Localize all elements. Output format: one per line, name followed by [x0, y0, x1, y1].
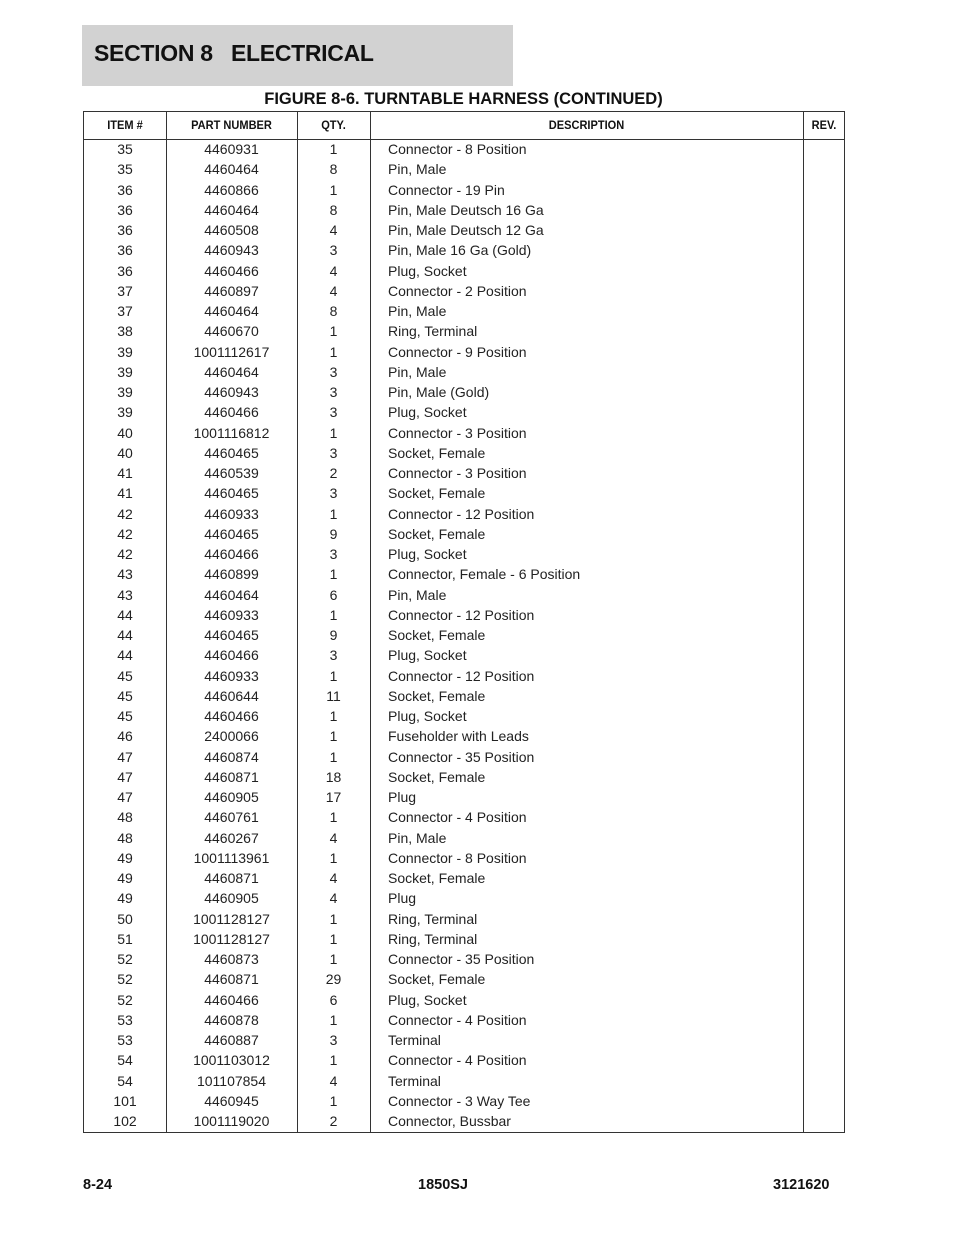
cell-part-number: 4460466: [204, 546, 259, 562]
cell-description: Plug, Socket: [388, 546, 467, 562]
table-row: [84, 970, 844, 990]
cell-description: Connector - 12 Position: [388, 667, 535, 684]
cell-item: 49: [117, 870, 133, 886]
cell-description: Pin, Male: [388, 829, 447, 846]
cell-qty: 1: [329, 141, 338, 157]
cell-qty: 1: [329, 849, 338, 866]
cell-part-number: 4460670: [204, 323, 259, 340]
cell-qty: 3: [329, 363, 338, 380]
table-body: [84, 140, 844, 1132]
cell-item: 36: [117, 181, 133, 198]
section-title: SECTION 8 ELECTRICAL: [94, 40, 374, 66]
cell-description: Socket, Female: [388, 768, 486, 785]
cell-item: 45: [117, 708, 133, 724]
cell-item: 50: [117, 910, 133, 927]
cell-item: 39: [117, 363, 133, 380]
cell-description: Socket, Female: [388, 485, 486, 502]
cell-part-number: 2400066: [204, 728, 259, 745]
cell-item: 102: [113, 1113, 137, 1129]
table-row: [84, 606, 844, 626]
table-row: [84, 687, 844, 707]
cell-part-number: 4460931: [204, 141, 259, 157]
table-row: [84, 829, 844, 849]
cell-part-number: 4460905: [204, 789, 259, 805]
cell-item: 54: [117, 1052, 133, 1069]
cell-item: 46: [117, 728, 133, 745]
cell-item: 39: [117, 343, 133, 360]
cell-description: Connector - 4 Position: [388, 809, 527, 826]
cell-part-number: 1001128127: [193, 910, 270, 927]
cell-description: Connector, Female - 6 Position: [388, 566, 581, 583]
cell-part-number: 4460466: [204, 708, 259, 724]
cell-part-number: 101107854: [196, 1072, 267, 1089]
table-row: [84, 1072, 844, 1092]
table-row: [84, 221, 844, 241]
cell-part-number: 4460878: [204, 1011, 259, 1028]
cell-part-number: 1001103012: [193, 1052, 270, 1069]
cell-part-number: 4460943: [204, 242, 259, 259]
table-row: [84, 586, 844, 606]
cell-qty: 8: [329, 303, 338, 319]
cell-qty: 1: [329, 951, 338, 967]
table-row: [84, 869, 844, 889]
cell-qty: 1: [329, 323, 338, 340]
cell-description: Fuseholder with Leads: [388, 728, 529, 745]
cell-qty: 4: [329, 262, 338, 279]
cell-part-number: 4460466: [204, 647, 259, 664]
table-row: [84, 1051, 844, 1071]
table-row: [84, 464, 844, 484]
table-header: [84, 112, 844, 140]
cell-description: Connector - 3 Way Tee: [388, 1092, 531, 1109]
table-row: [84, 424, 844, 444]
cell-part-number: 4460539: [204, 465, 259, 481]
table-row: [84, 565, 844, 585]
cell-description: Pin, Male: [388, 586, 447, 603]
cell-item: 53: [117, 1032, 133, 1048]
cell-qty: 8: [329, 161, 338, 178]
table-row: [84, 748, 844, 768]
table-row: [84, 910, 844, 930]
cell-part-number: 4460933: [204, 505, 259, 522]
cell-part-number: 4460866: [204, 181, 259, 198]
cell-part-number: 4460465: [204, 485, 259, 502]
cell-part-number: 4460464: [204, 161, 259, 178]
cell-description: Connector - 19 Pin: [388, 181, 505, 198]
section-banner: [82, 25, 513, 86]
cell-description: Connector - 8 Position: [388, 849, 527, 866]
cell-description: Connector - 3 Position: [388, 465, 527, 481]
table-row: [84, 788, 844, 808]
cell-item: 44: [117, 606, 133, 623]
cell-qty: 1: [329, 748, 338, 765]
cell-qty: 1: [329, 728, 338, 745]
cell-qty: 4: [329, 222, 338, 238]
table-row: [84, 727, 844, 747]
footer-model: 1850SJ: [418, 1177, 468, 1193]
cell-part-number: 4460943: [204, 384, 259, 400]
header-qty: QTY.: [321, 118, 346, 132]
table-row: [84, 991, 844, 1011]
cell-part-number: 1001128127: [193, 930, 270, 947]
table-row: [84, 160, 844, 180]
footer-page-number: 8-24: [83, 1177, 113, 1193]
cell-part-number: 4460873: [204, 951, 259, 967]
cell-qty: 3: [329, 546, 338, 562]
cell-part-number: 4460945: [204, 1092, 259, 1109]
cell-description: Connector - 2 Position: [388, 282, 527, 299]
cell-item: 40: [117, 444, 133, 461]
header-description: DESCRIPTION: [548, 118, 625, 132]
cell-qty: 4: [329, 282, 338, 299]
cell-item: 41: [117, 465, 133, 481]
table-row: [84, 950, 844, 970]
cell-description: Connector - 35 Position: [388, 951, 535, 967]
table-row: [84, 545, 844, 565]
table-row: [84, 930, 844, 950]
cell-item: 41: [117, 485, 133, 502]
cell-item: 35: [117, 141, 133, 157]
cell-part-number: 4460267: [204, 829, 259, 846]
cell-qty: 1: [329, 1011, 338, 1028]
cell-item: 44: [117, 647, 133, 664]
cell-item: 101: [113, 1092, 137, 1109]
cell-part-number: 4460644: [204, 687, 259, 704]
cell-part-number: 4460464: [204, 303, 259, 319]
cell-description: Connector - 8 Position: [388, 141, 527, 157]
cell-part-number: 4460464: [204, 586, 259, 603]
cell-item: 48: [117, 829, 133, 846]
table-row: [84, 1092, 844, 1112]
cell-qty: 1: [329, 667, 338, 684]
table-row: [84, 1112, 844, 1132]
cell-qty: 4: [329, 829, 338, 846]
cell-item: 38: [117, 323, 133, 340]
cell-part-number: 4460465: [204, 525, 259, 542]
cell-qty: 3: [329, 485, 338, 502]
cell-part-number: 1001112617: [193, 343, 270, 360]
cell-description: Pin, Male: [388, 363, 447, 380]
cell-description: Plug, Socket: [388, 647, 467, 664]
cell-qty: 1: [329, 1092, 338, 1109]
cell-description: Socket, Female: [388, 687, 486, 704]
cell-item: 49: [117, 849, 133, 866]
table-row: [84, 889, 844, 909]
cell-item: 52: [117, 991, 133, 1008]
cell-description: Plug: [388, 789, 417, 805]
cell-item: 49: [117, 890, 133, 907]
cell-description: Socket, Female: [388, 627, 486, 643]
cell-qty: 4: [329, 1072, 338, 1089]
cell-item: 39: [117, 404, 133, 421]
cell-item: 52: [117, 971, 133, 988]
cell-description: Plug, Socket: [388, 708, 467, 724]
cell-item: 47: [117, 768, 133, 785]
cell-item: 47: [117, 748, 133, 765]
cell-description: Plug, Socket: [388, 262, 467, 279]
cell-part-number: 4460464: [204, 201, 259, 218]
table-row: [84, 444, 844, 464]
header-rev: REV.: [811, 118, 837, 132]
cell-qty: 1: [329, 505, 338, 522]
cell-part-number: 4460466: [204, 262, 259, 279]
table-row: [84, 383, 844, 403]
table-row: [84, 849, 844, 869]
cell-qty: 2: [329, 1113, 338, 1129]
cell-item: 36: [117, 222, 133, 238]
cell-part-number: 4460897: [204, 282, 259, 299]
cell-item: 42: [117, 525, 133, 542]
cell-description: Pin, Male Deutsch 16 Ga: [388, 201, 544, 218]
table-row: [84, 667, 844, 687]
cell-part-number: 4460761: [204, 809, 259, 826]
cell-description: Pin, Male (Gold): [388, 384, 490, 400]
cell-item: 36: [117, 242, 133, 259]
cell-part-number: 4460874: [204, 748, 259, 765]
cell-qty: 1: [329, 910, 338, 927]
cell-description: Pin, Male: [388, 161, 447, 178]
cell-description: Ring, Terminal: [388, 323, 478, 340]
table-row: [84, 282, 844, 302]
table-row: [84, 302, 844, 322]
cell-description: Connector - 12 Position: [388, 505, 535, 522]
cell-part-number: 4460871: [204, 971, 259, 988]
cell-part-number: 4460465: [204, 444, 259, 461]
cell-description: Pin, Male 16 Ga (Gold): [388, 242, 532, 259]
table-row: [84, 484, 844, 504]
header-item: ITEM #: [107, 118, 143, 132]
cell-item: 42: [117, 505, 133, 522]
cell-description: Connector - 9 Position: [388, 343, 527, 360]
cell-item: 36: [117, 262, 133, 279]
cell-qty: 3: [329, 647, 338, 664]
cell-item: 36: [117, 201, 133, 218]
table-row: [84, 363, 844, 383]
cell-qty: 18: [325, 768, 342, 785]
cell-part-number: 4460933: [204, 667, 259, 684]
cell-part-number: 4460466: [204, 991, 259, 1008]
cell-description: Socket, Female: [388, 870, 486, 886]
cell-part-number: 4460465: [204, 627, 259, 643]
table-row: [84, 505, 844, 525]
cell-part-number: 1001113961: [193, 849, 270, 866]
cell-qty: 4: [329, 890, 338, 907]
cell-item: 39: [117, 384, 133, 400]
cell-qty: 3: [329, 404, 338, 421]
cell-item: 52: [117, 951, 133, 967]
cell-item: 45: [117, 667, 133, 684]
cell-description: Terminal: [388, 1072, 441, 1089]
cell-part-number: 4460905: [204, 890, 259, 907]
cell-item: 47: [117, 789, 133, 805]
cell-qty: 3: [329, 384, 338, 400]
cell-item: 37: [117, 303, 133, 319]
cell-description: Socket, Female: [388, 971, 486, 988]
cell-qty: 8: [329, 201, 338, 218]
cell-qty: 11: [326, 687, 341, 704]
cell-qty: 1: [329, 1052, 338, 1069]
cell-description: Pin, Male: [388, 303, 447, 319]
cell-part-number: 1001119020: [193, 1113, 270, 1129]
cell-qty: 6: [329, 991, 338, 1008]
cell-qty: 3: [329, 242, 338, 259]
table-row: [84, 403, 844, 423]
figure-title: FIGURE 8-6. TURNTABLE HARNESS (CONTINUED): [264, 90, 663, 108]
cell-description: Plug: [388, 890, 417, 907]
cell-qty: 9: [329, 525, 338, 542]
table-row: [84, 707, 844, 727]
cell-item: 37: [117, 282, 133, 299]
cell-part-number: 4460899: [204, 566, 259, 583]
table-row: [84, 808, 844, 828]
table-row: [84, 343, 844, 363]
table-row: [84, 768, 844, 788]
cell-description: Socket, Female: [388, 525, 486, 542]
cell-description: Terminal: [388, 1032, 441, 1048]
table-row: [84, 181, 844, 201]
table-row: [84, 1011, 844, 1031]
cell-qty: 1: [329, 424, 338, 441]
cell-qty: 9: [329, 627, 338, 643]
cell-qty: 3: [329, 1032, 338, 1048]
cell-item: 43: [117, 566, 133, 583]
cell-qty: 3: [329, 444, 338, 461]
cell-qty: 4: [329, 870, 338, 886]
table-row: [84, 1031, 844, 1051]
cell-part-number: 1001116812: [193, 424, 270, 441]
cell-qty: 6: [329, 586, 338, 603]
table-row: [84, 322, 844, 342]
cell-qty: 1: [329, 930, 338, 947]
cell-qty: 2: [329, 465, 338, 481]
cell-qty: 1: [329, 181, 338, 198]
cell-description: Connector - 4 Position: [388, 1052, 527, 1069]
cell-part-number: 4460871: [204, 870, 259, 886]
cell-part-number: 4460933: [204, 606, 259, 623]
cell-qty: 1: [329, 708, 338, 724]
cell-description: Plug, Socket: [388, 991, 467, 1008]
cell-description: Connector - 35 Position: [388, 748, 535, 765]
table-row: [84, 646, 844, 666]
cell-item: 35: [117, 161, 133, 178]
cell-description: Connector, Bussbar: [388, 1113, 511, 1129]
cell-description: Connector - 3 Position: [388, 424, 527, 441]
table-row: [84, 626, 844, 646]
cell-part-number: 4460871: [204, 768, 259, 785]
cell-description: Pin, Male Deutsch 12 Ga: [388, 222, 544, 238]
cell-description: Ring, Terminal: [388, 910, 478, 927]
cell-item: 42: [117, 546, 133, 562]
cell-qty: 1: [329, 343, 338, 360]
cell-item: 51: [117, 930, 133, 947]
cell-item: 44: [117, 627, 133, 643]
cell-item: 48: [117, 809, 133, 826]
table-row: [84, 140, 844, 160]
cell-description: Connector - 12 Position: [388, 606, 535, 623]
cell-description: Connector - 4 Position: [388, 1011, 527, 1028]
cell-qty: 1: [329, 809, 338, 826]
cell-item: 54: [117, 1072, 133, 1089]
cell-part-number: 4460887: [204, 1032, 259, 1048]
table-row: [84, 201, 844, 221]
cell-item: 45: [117, 687, 133, 704]
footer-doc-number: 3121620: [773, 1177, 830, 1193]
cell-qty: 1: [329, 566, 338, 583]
cell-description: Ring, Terminal: [388, 930, 478, 947]
cell-item: 40: [117, 424, 133, 441]
header-part-number: PART NUMBER: [191, 118, 272, 132]
table-row: [84, 262, 844, 282]
table-row: [84, 241, 844, 261]
cell-description: Plug, Socket: [388, 404, 467, 421]
cell-part-number: 4460464: [204, 363, 259, 380]
cell-qty: 17: [325, 789, 342, 805]
cell-item: 53: [117, 1011, 133, 1028]
cell-item: 43: [117, 586, 133, 603]
cell-qty: 1: [329, 606, 338, 623]
cell-description: Socket, Female: [388, 444, 486, 461]
cell-qty: 29: [325, 971, 342, 988]
cell-part-number: 4460466: [204, 404, 259, 421]
cell-part-number: 4460508: [204, 222, 259, 238]
table-row: [84, 525, 844, 545]
parts-table: [83, 111, 845, 1133]
